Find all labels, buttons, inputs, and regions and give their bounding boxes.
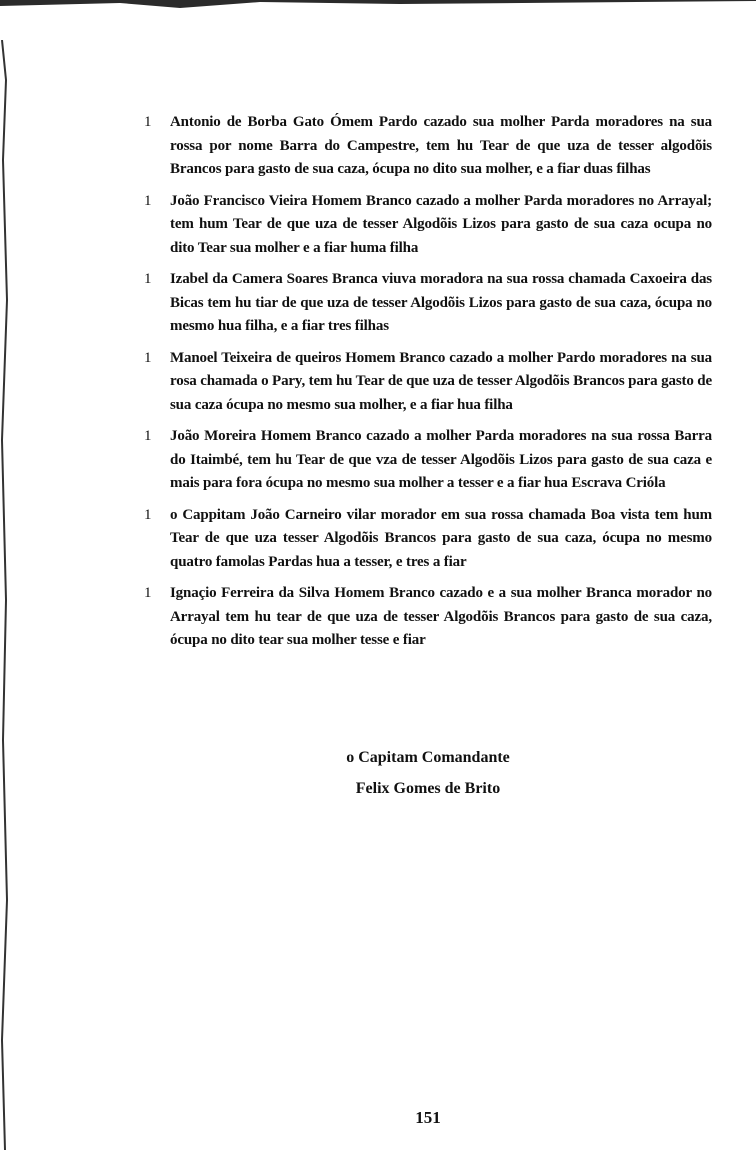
entry <box>144 347 712 418</box>
entry-text: Ignaçio Ferreira da Silva Homem Branco cazado e a sua molher Branca morador no Arrayal tem hu tear de que uza de tesser Algodõis Brancos para gasto de sua caza, ócupa no dito tear sua molher tesse e fiar <box>170 585 712 648</box>
entry <box>144 111 712 182</box>
scan-edge-top <box>0 0 756 14</box>
entry-text: João Moreira Homem Branco cazado a molher Parda moradores na sua rossa Barra do Itaimbé, tem hu Tear de que vza de tesser Algodõis Lizos para gasto de sua caza e mais para fora ócupa no mesmo sua molher a tesser e a fiar hua Escrava Crióla <box>170 428 712 491</box>
household-entries <box>144 111 712 661</box>
entry-text: Antonio de Borba Gato Ómem Pardo cazado sua molher Parda moradores na sua rossa por nome Barra do Campestre, tem hu Tear de que uza de tesser algodõis Brancos para gasto de sua caza, ócupa no dito sua molher, e a fiar duas filhas <box>170 114 712 177</box>
entry <box>144 425 712 496</box>
entry-text: Manoel Teixeira de queiros Homem Branco cazado a molher Pardo moradores na sua rosa chamada o Pary, tem hu Tear de que uza de tesser Algodõis Brancos para gasto de sua caza ócupa no mesmo sua molher, e a fiar hua filha <box>170 349 713 413</box>
entry-count: 1 <box>144 585 152 601</box>
entry-count: 1 <box>144 428 152 444</box>
entry-count: 1 <box>144 114 152 130</box>
page-number: 151 <box>415 1108 441 1127</box>
signature-name: Felix Gomes de Brito <box>355 780 501 797</box>
scan-edge-spine <box>0 40 14 1150</box>
entry-count: 1 <box>144 271 152 287</box>
entry-text: João Francisco Vieira Homem Branco cazado a molher Parda moradores no Arrayal; tem hum Tear de que uza de tesser Algodõis Lizos para gasto de sua caza ocupa no dito Tear sua molher e a fiar huma filha <box>170 192 712 256</box>
entry-count: 1 <box>144 192 152 209</box>
entry-text: Izabel da Camera Soares Branca viuva moradora na sua rossa chamada Caxoeira das Bicas tem hu tiar de que uza de tesser Algodõis Lizos para gasto de sua caza, ócupa no mesmo hua filha, e a fiar tres filhas <box>170 271 712 334</box>
entry <box>144 504 712 575</box>
entry <box>144 268 712 339</box>
signature-title: o Capitam Comandante <box>346 749 510 766</box>
entry-count: 1 <box>144 349 152 366</box>
entry-count: 1 <box>144 506 152 523</box>
entry-text: o Cappitam João Carneiro vilar morador em sua rossa chamada Boa vista tem hum Tear de que uza tesser Algodõis Brancos para gasto de sua caza, ócupa no mesmo quatro famolas Pardas hua a tesser, e tres a fiar <box>170 506 712 570</box>
entry <box>144 582 712 653</box>
entry <box>144 190 712 261</box>
